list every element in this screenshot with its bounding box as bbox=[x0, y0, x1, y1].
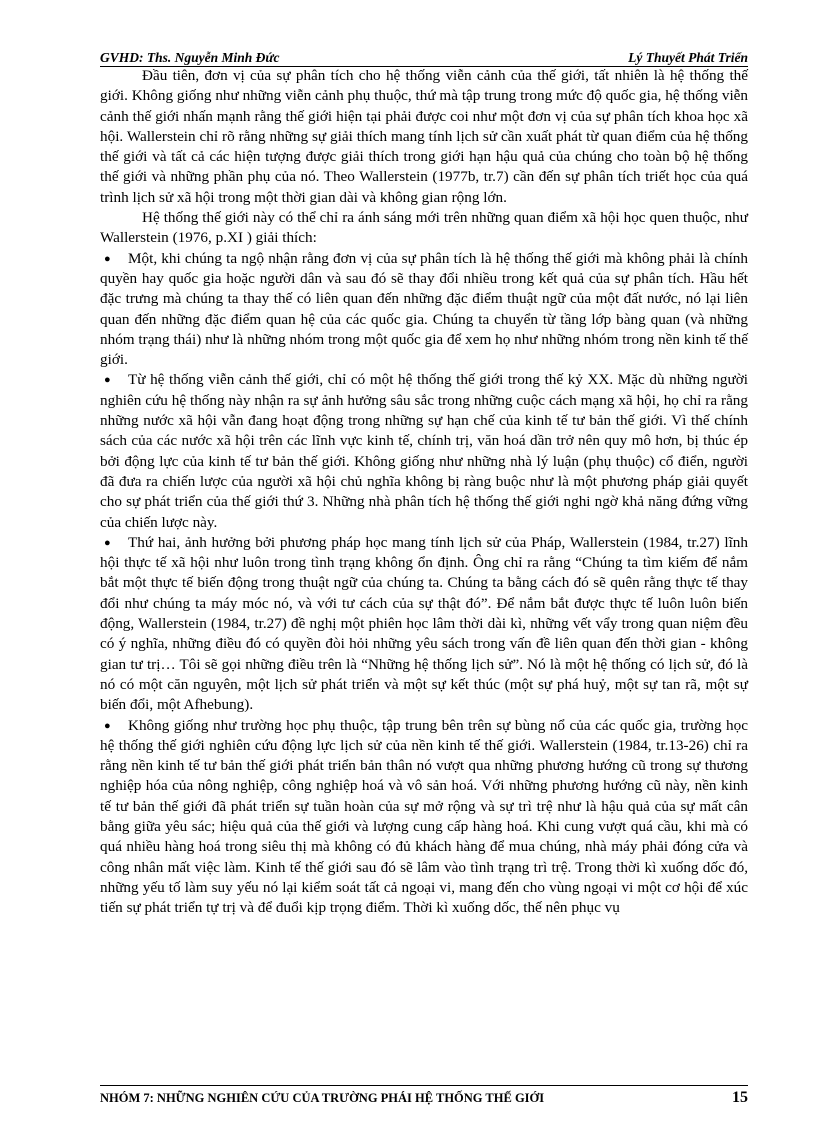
bullet-text: Từ hệ thống viễn cảnh thế giới, chỉ có một hệ thống thế giới trong thế kỷ XX. Mặc dù những người nghiên cứu hệ thống này nhận ra sự ảnh hưởng sâu sắc trong những cuộc cách mạng xã hội, họ chỉ ra rằng những nước xã hội vẫn đang hoạt động trong những sự hạn chế của kinh tế tư bản thế giới. Vì thế chính sách của các nước xã hội trên các lĩnh vực kinh tế, chính trị, văn hoá dần trở nên quy mô hơn, bị thúc ép bởi động lực của kinh tế tư bản thế giới. Không giống như những nhà lý luận (phụ thuộc) cổ điển, người đã đưa ra chiến lược của người xã hội chủ nghĩa không bị ràng buộc như là một phương pháp giải quyết cho sự phát triển của thế giới thứ 3. Những nhà phân tích hệ thống thế giới nghi ngờ khả năng đứng vững của chiến lược này. bbox=[100, 371, 748, 531]
page-footer bbox=[100, 1089, 748, 1109]
bullet-text: Một, khi chúng ta ngộ nhận rằng đơn vị của sự phân tích là hệ thống thế giới mà không phải là chính quyền hay quốc gia hoặc người dân và sau đó sẽ thay đổi nhiều trong kết quả của sự phân tích. Hầu hết đặc trưng mà chúng ta thay thế có liên quan đến những đặc điểm thuật ngữ của một đất nước, nó lại liên quan đến những đặc điểm quan hệ của các quốc gia. Chúng ta chuyển từ tầng lớp bàng quan (và những nhóm trạng thái) như là những nhóm trong một quốc gia để xem họ như những nhóm trong nền kinh tế thế giới. bbox=[100, 249, 748, 369]
bullet-text: Thứ hai, ảnh hưởng bởi phương pháp học mang tính lịch sử của Pháp, Wallerstein (1984, tr.27) lĩnh hội thực tế xã hội như luôn trong tình trạng không ổn định. Ông chỉ ra rằng “Chúng ta tìm kiếm để nắm bắt một thực tế biến động trong thuật ngữ của chúng ta. Chúng ta bằng cách đó sẽ quên rằng thực tế thay đổi như chúng ta máy móc nó, và với tư cách của sự thật đó”. Để nắm bắt được thực tế luôn luôn biến động, Wallerstein (1984, tr.27) đề nghị một phiên học lâm thời dài kì, những vết vẩy trong quan niệm đều có ý nghĩa, những điều đó có quyền đòi hỏi những yêu sách trong vấn đề liên quan đến thời gian - không gian tư trị… Tôi sẽ gọi những điều trên là “Những hệ thống lịch sử”. Nó là một hệ thống có lịch sử, đó là nó có một căn nguyên, một lịch sử phát triển và một sự kết thúc (một sự phá huỷ, một sự tan rã, một sự biến đổi, một Afhebung). bbox=[100, 533, 748, 714]
paragraph: Đầu tiên, đơn vị của sự phân tích cho hệ thống viễn cảnh của thế giới, tất nhiên là hệ thống thế giới. Không giống như những viễn cảnh phụ thuộc, thứ mà tập trung trong mức độ quốc gia, hệ thống viễn cảnh thế giới nhấn mạnh rằng thế giới hiện tại phải được coi như một đơn vị của sự phân tích khoa học xã hội. Wallerstein chỉ rõ rằng những sự giải thích mang tính lịch sử cần xuất phát từ quan điểm của hệ thống thế giới và tất cả các hiện tượng được giải thích trong giới hạn hậu quả của chúng cho toàn bộ hệ thống thế giới và những phần phụ của nó. Theo Wallerstein (1977b, tr.7) cần đến sự phân tích triết học của quá trình lịch sử xã hội trong một thời gian dài và không gian rộng lớn. bbox=[100, 67, 748, 206]
paragraph: Hệ thống thế giới này có thể chỉ ra ánh sáng mới trên những quan điểm xã hội học quen thuộc, như Wallerstein (1976, p.XI ) giải thích: bbox=[100, 209, 748, 247]
footer-group-title: NHÓM 7: NHỮNG NGHIÊN CỨU CỦA TRƯỜNG PHÁI HỆ THỐNG THẾ GIỚI bbox=[100, 1091, 545, 1105]
bullet-text: Không giống như trường học phụ thuộc, tập trung bên trên sự bùng nổ của các quốc gia, trường học hệ thống thế giới nghiên cứu động lực lịch sử của nền kinh tế thế giới. Wallerstein (1984, tr.13-26) chỉ ra rằng nền kinh tế tư bản thế giới phát triển bản thân nó vượt qua những phương hướng cũ trong sự thương nghiệp hóa của nông nghiệp, công nghiệp hoá và vô sản hoá. Với những phương hướng cũ này, nền kinh tế tư bản thế giới đã phát triển sự tuần hoàn của sự mở rộng và sự trì trệ như là hậu quả của sự mất cân bằng giữa yêu sác; hiệu quả của thế giới và lượng cung cấp hàng hoá. Khi cung vượt quá cầu, khi mà có quá nhiều hàng hoá trong siêu thị mà không có đủ khách hàng để mua chúng, nhà máy phải đóng cửa và công nhân mất việc làm. Kinh tế thế giới sau đó sẽ lâm vào tình trạng trì trệ. Trong thời kì xuống dốc đó, những yếu tố làm suy yếu nó lại kiểm soát tất cả ngoại vi, mang đến cho vùng ngoại vi một cơ hội để xúc tiến sự phát triển tự trị và để đuổi kịp trọng điểm. Thời kì xuống dốc, thế nên phục vụ bbox=[100, 716, 748, 917]
header-course-title: Lý Thuyết Phát Triển bbox=[628, 50, 748, 65]
bullet-item bbox=[100, 370, 748, 532]
bullet-item bbox=[100, 533, 748, 716]
page-number: 15 bbox=[732, 1089, 748, 1106]
footer-divider bbox=[100, 1085, 748, 1086]
document-body bbox=[100, 66, 748, 918]
bullet-icon: ● bbox=[104, 536, 111, 549]
bullet-icon: ● bbox=[104, 374, 111, 387]
bullet-icon: ● bbox=[104, 719, 111, 732]
bullet-item bbox=[100, 716, 748, 919]
bullet-icon: ● bbox=[104, 252, 111, 265]
header-instructor: GVHD: Ths. Nguyễn Minh Đức bbox=[100, 50, 280, 65]
bullet-item bbox=[100, 249, 748, 371]
